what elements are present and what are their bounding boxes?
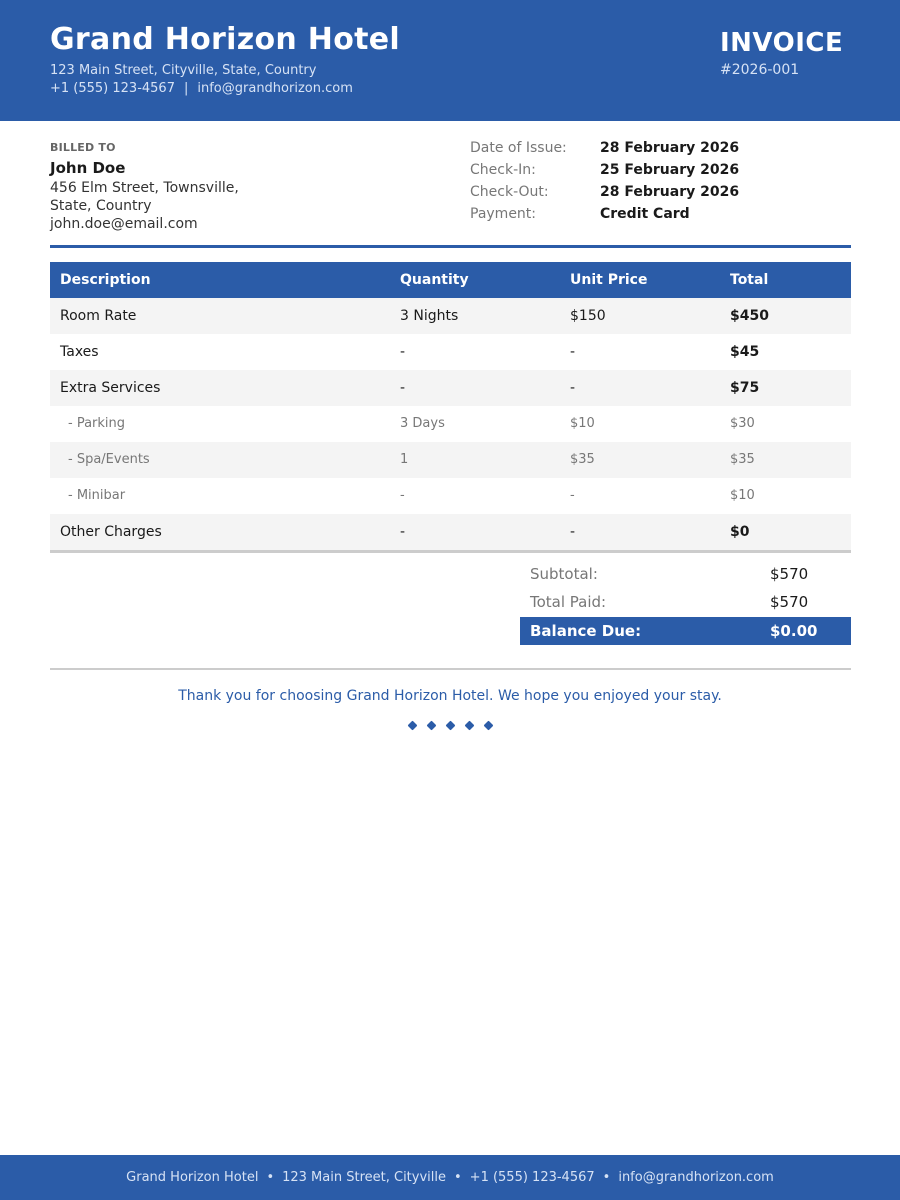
row-description: Other Charges [60, 524, 162, 540]
row-description: Room Rate [60, 308, 137, 324]
row-quantity: 3 Nights [400, 308, 459, 324]
total-paid-value: $570 [770, 593, 809, 611]
contact-separator: | [183, 81, 189, 96]
subtotal-label: Subtotal: [530, 565, 598, 583]
footer-address: 123 Main Street, Cityville [282, 1170, 446, 1185]
subtotal-value: $570 [770, 565, 809, 583]
row-quantity: - [400, 524, 406, 540]
row-total: $10 [730, 488, 755, 503]
row-total: $35 [730, 452, 755, 467]
row-quantity: 1 [400, 452, 409, 467]
diamond-icon [464, 721, 474, 731]
hotel-name: Grand Horizon Hotel [50, 22, 400, 57]
invoice-title: INVOICE [720, 28, 844, 58]
footer-bullet: • [602, 1170, 611, 1185]
table-subrow [50, 478, 851, 514]
footer-phone: +1 (555) 123-4567 [469, 1170, 595, 1185]
decorative-dots [0, 714, 900, 724]
charges-table [50, 262, 851, 553]
detail-value: Credit Card [600, 206, 690, 222]
balance-due-row [520, 617, 851, 645]
balance-due-label: Balance Due: [530, 622, 642, 640]
hotel-address: 123 Main Street, Cityville, State, Country [50, 63, 317, 78]
row-quantity: 3 Days [400, 416, 445, 431]
hotel-phone: +1 (555) 123-4567 [50, 81, 175, 96]
hotel-email: info@grandhorizon.com [197, 81, 353, 96]
row-quantity: - [400, 488, 405, 503]
table-subrow [50, 442, 851, 478]
row-description: - Spa/Events [68, 452, 150, 467]
footer-email: info@grandhorizon.com [618, 1170, 774, 1185]
customer-address-line1: 456 Elm Street, Townsville, [50, 180, 239, 196]
total-paid-row [520, 588, 851, 616]
detail-label: Check-In: [470, 162, 536, 178]
diamond-icon [483, 721, 493, 731]
row-description: - Minibar [68, 488, 126, 503]
column-header-unit-price: Unit Price [570, 272, 648, 288]
row-total: $75 [730, 380, 760, 396]
table-row [50, 514, 851, 550]
row-unit-price: - [570, 380, 576, 396]
subtotal-row [520, 560, 851, 588]
footer-divider [50, 668, 851, 670]
diamond-icon [407, 721, 417, 731]
detail-label: Check-Out: [470, 184, 549, 200]
row-description: Taxes [60, 344, 99, 360]
table-row [50, 334, 851, 370]
row-description: Extra Services [60, 380, 161, 396]
table-bottom-border [50, 550, 851, 553]
row-unit-price: - [570, 344, 576, 360]
balance-due-value: $0.00 [770, 622, 818, 640]
detail-label: Payment: [470, 206, 537, 222]
row-total: $30 [730, 416, 755, 431]
customer-name: John Doe [50, 159, 126, 177]
diamond-icon [445, 721, 455, 731]
detail-value: 25 February 2026 [600, 162, 740, 178]
row-unit-price: - [570, 524, 576, 540]
footer-text [0, 1155, 900, 1200]
row-description: - Parking [68, 416, 126, 431]
hotel-contact [50, 81, 353, 96]
detail-label: Date of Issue: [470, 140, 567, 156]
customer-email: john.doe@email.com [50, 216, 198, 232]
total-paid-label: Total Paid: [530, 593, 607, 611]
thank-you-message: Thank you for choosing Grand Horizon Hotel. We hope you enjoyed your stay. [178, 688, 722, 704]
row-unit-price: $35 [570, 452, 595, 467]
invoice-number: #2026-001 [720, 62, 800, 78]
row-total: $45 [730, 344, 760, 360]
table-header [50, 262, 851, 298]
section-divider [50, 245, 851, 248]
row-quantity: - [400, 380, 406, 396]
row-quantity: - [400, 344, 406, 360]
billed-to-label: BILLED TO [50, 141, 116, 154]
table-subrow [50, 406, 851, 442]
diamond-icon [426, 721, 436, 731]
customer-address-line2: State, Country [50, 198, 152, 214]
footer-bullet: • [266, 1170, 275, 1185]
table-row [50, 370, 851, 406]
row-unit-price: - [570, 488, 575, 503]
page-footer [0, 1155, 900, 1200]
detail-value: 28 February 2026 [600, 140, 740, 156]
detail-value: 28 February 2026 [600, 184, 740, 200]
footer-bullet: • [454, 1170, 462, 1185]
footer-hotel-name: Grand Horizon Hotel [126, 1170, 259, 1185]
column-header-quantity: Quantity [400, 272, 469, 288]
row-unit-price: $10 [570, 416, 595, 431]
row-total: $450 [730, 308, 769, 324]
invoice-header [0, 0, 900, 121]
column-header-total: Total [730, 272, 769, 288]
table-row [50, 298, 851, 334]
row-unit-price: $150 [570, 308, 606, 324]
row-total: $0 [730, 524, 750, 540]
column-header-description: Description [60, 272, 151, 288]
